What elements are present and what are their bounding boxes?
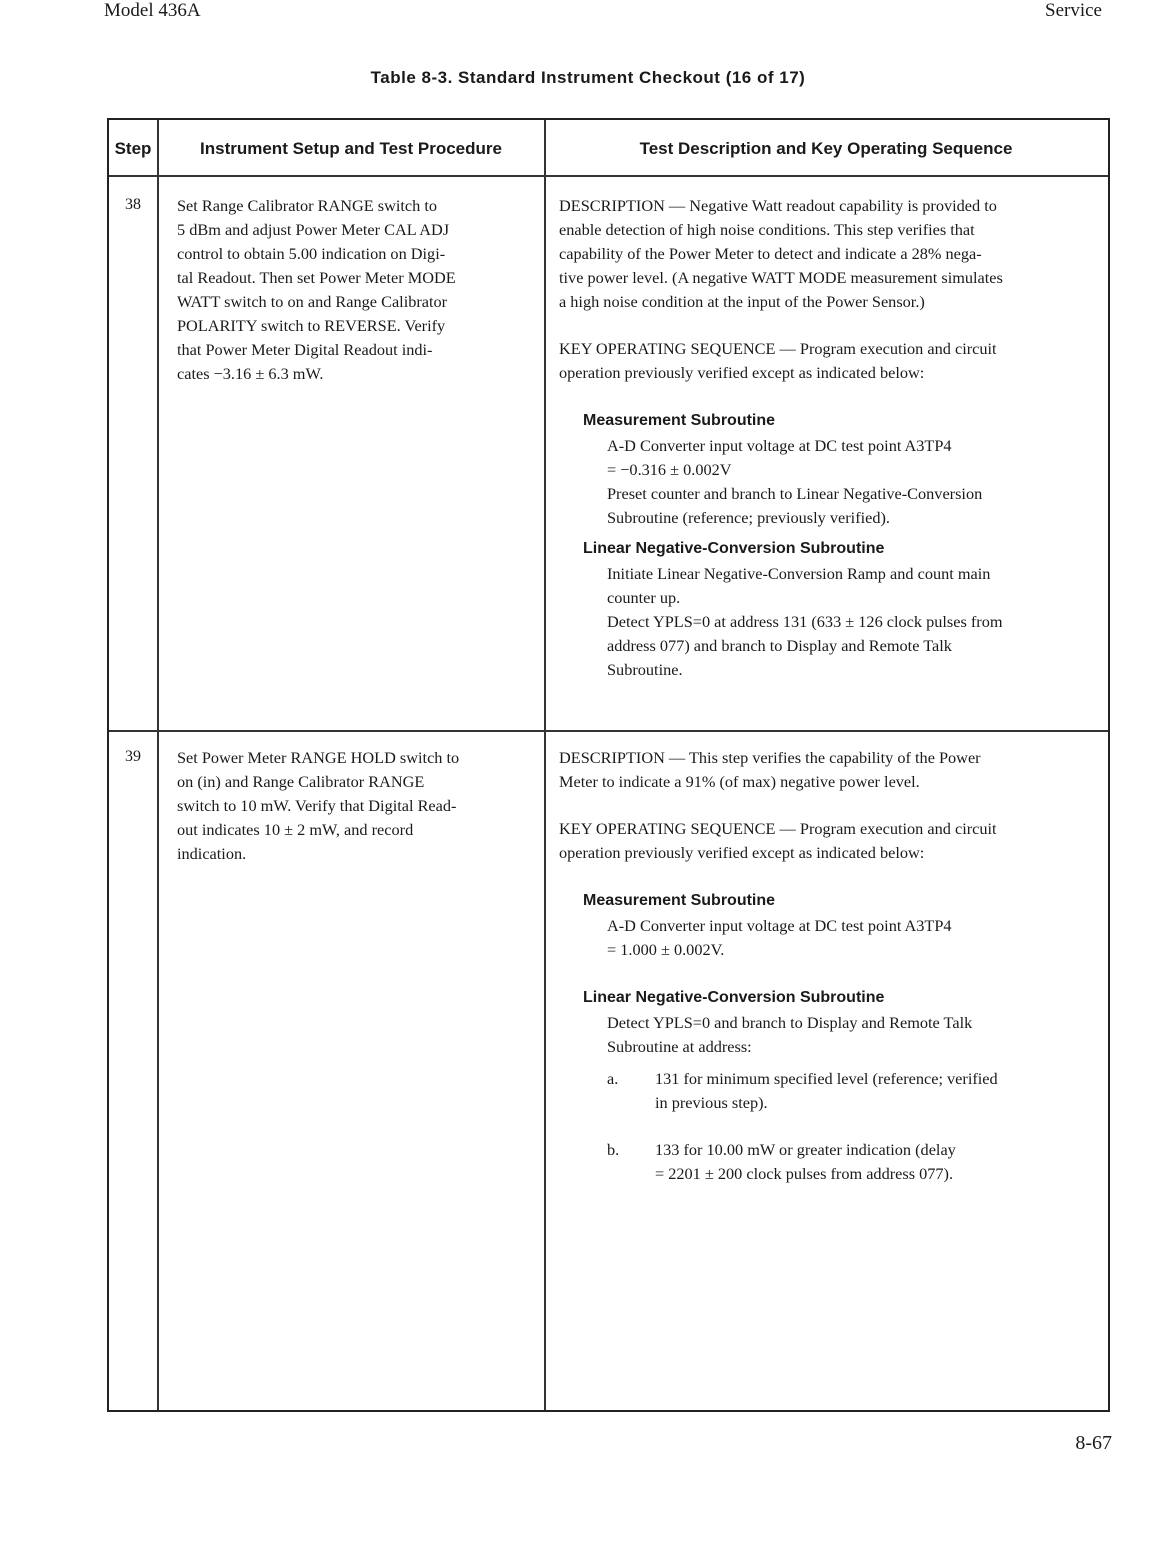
subroutine-line: Detect YPLS=0 at address 131 (633 ± 126 clock pulses from bbox=[607, 612, 1003, 631]
setup-line: that Power Meter Digital Readout indi- bbox=[177, 340, 433, 359]
list-marker: b. bbox=[607, 1140, 620, 1159]
page-number: 8-67 bbox=[1075, 1432, 1112, 1454]
setup-procedure bbox=[177, 194, 537, 386]
column-header-setup: Instrument Setup and Test Procedure bbox=[200, 139, 502, 158]
key-sequence-line: operation previously verified except as indicated below: bbox=[559, 843, 925, 862]
subroutine-line: Subroutine (reference; previously verified). bbox=[607, 508, 890, 527]
column-header-step: Step bbox=[114, 139, 152, 158]
setup-procedure bbox=[177, 746, 537, 866]
setup-line: out indicates 10 ± 2 mW, and record bbox=[177, 820, 414, 839]
description-line: DESCRIPTION — Negative Watt readout capability is provided to bbox=[559, 196, 997, 215]
list-item bbox=[559, 1067, 1104, 1115]
list-item-line: 133 for 10.00 mW or greater indication (delay bbox=[655, 1140, 956, 1159]
subroutine-line: A-D Converter input voltage at DC test point A3TP4 bbox=[607, 436, 952, 455]
list-item-line: in previous step). bbox=[655, 1093, 768, 1112]
test-description bbox=[559, 194, 1104, 682]
setup-line: control to obtain 5.00 indication on Digi- bbox=[177, 244, 446, 263]
setup-line: indication. bbox=[177, 844, 247, 863]
subroutine-line: Initiate Linear Negative-Conversion Ramp and count main bbox=[607, 564, 991, 583]
key-sequence-line: operation previously verified except as indicated below: bbox=[559, 363, 925, 382]
test-description bbox=[559, 746, 1104, 1186]
description-line: tive power level. (A negative WATT MODE measurement simulates bbox=[559, 268, 1003, 287]
setup-line: on (in) and Range Calibrator RANGE bbox=[177, 772, 425, 791]
header-section: Service bbox=[1045, 0, 1102, 21]
header-model: Model 436A bbox=[104, 0, 201, 21]
setup-line: WATT switch to on and Range Calibrator bbox=[177, 292, 448, 311]
subroutine-line: Detect YPLS=0 and branch to Display and Remote Talk bbox=[607, 1013, 973, 1032]
step-number: 39 bbox=[125, 748, 141, 765]
checkout-table bbox=[107, 118, 1110, 1412]
column-divider bbox=[544, 120, 546, 1410]
list-item-line: 131 for minimum specified level (reference; verified bbox=[655, 1069, 998, 1088]
setup-line: 5 dBm and adjust Power Meter CAL ADJ bbox=[177, 220, 450, 239]
list-item-line: = 2201 ± 200 clock pulses from address 077). bbox=[655, 1164, 954, 1183]
subroutine-line: Preset counter and branch to Linear Negative-Conversion bbox=[607, 484, 983, 503]
subroutine-heading: Linear Negative-Conversion Subroutine bbox=[583, 989, 885, 1006]
setup-line: tal Readout. Then set Power Meter MODE bbox=[177, 268, 456, 287]
description-line: capability of the Power Meter to detect and indicate a 28% nega- bbox=[559, 244, 982, 263]
subroutine-heading: Measurement Subroutine bbox=[583, 412, 776, 429]
column-divider bbox=[157, 120, 159, 1410]
subroutine-line: Subroutine. bbox=[607, 660, 683, 679]
setup-line: switch to 10 mW. Verify that Digital Read- bbox=[177, 796, 457, 815]
header-divider bbox=[109, 175, 1108, 177]
description-line: enable detection of high noise conditions. This step verifies that bbox=[559, 220, 975, 239]
key-sequence-line: KEY OPERATING SEQUENCE — Program execution and circuit bbox=[559, 339, 997, 358]
list-marker: a. bbox=[607, 1069, 619, 1088]
step-number: 38 bbox=[125, 196, 141, 213]
description-line: Meter to indicate a 91% (of max) negative power level. bbox=[559, 772, 920, 791]
setup-line: Set Range Calibrator RANGE switch to bbox=[177, 196, 438, 215]
subroutine-heading: Linear Negative-Conversion Subroutine bbox=[583, 540, 885, 557]
subroutine-line: Subroutine at address: bbox=[607, 1037, 752, 1056]
setup-line: cates −3.16 ± 6.3 mW. bbox=[177, 364, 324, 383]
description-line: DESCRIPTION — This step verifies the capability of the Power bbox=[559, 748, 981, 767]
column-header-description: Test Description and Key Operating Sequence bbox=[639, 139, 1013, 158]
table-title: Table 8-3. Standard Instrument Checkout (16 of 17) bbox=[370, 68, 806, 87]
setup-line: POLARITY switch to REVERSE. Verify bbox=[177, 316, 446, 335]
subroutine-line: = −0.316 ± 0.002V bbox=[607, 460, 732, 479]
row-divider bbox=[109, 730, 1108, 732]
subroutine-line: = 1.000 ± 0.002V. bbox=[607, 940, 725, 959]
subroutine-line: counter up. bbox=[607, 588, 681, 607]
subroutine-line: address 077) and branch to Display and Remote Talk bbox=[607, 636, 952, 655]
subroutine-heading: Measurement Subroutine bbox=[583, 892, 776, 909]
description-line: a high noise condition at the input of the Power Sensor.) bbox=[559, 292, 925, 311]
setup-line: Set Power Meter RANGE HOLD switch to bbox=[177, 748, 460, 767]
key-sequence-line: KEY OPERATING SEQUENCE — Program execution and circuit bbox=[559, 819, 997, 838]
subroutine-line: A-D Converter input voltage at DC test point A3TP4 bbox=[607, 916, 952, 935]
list-item bbox=[559, 1138, 1104, 1186]
